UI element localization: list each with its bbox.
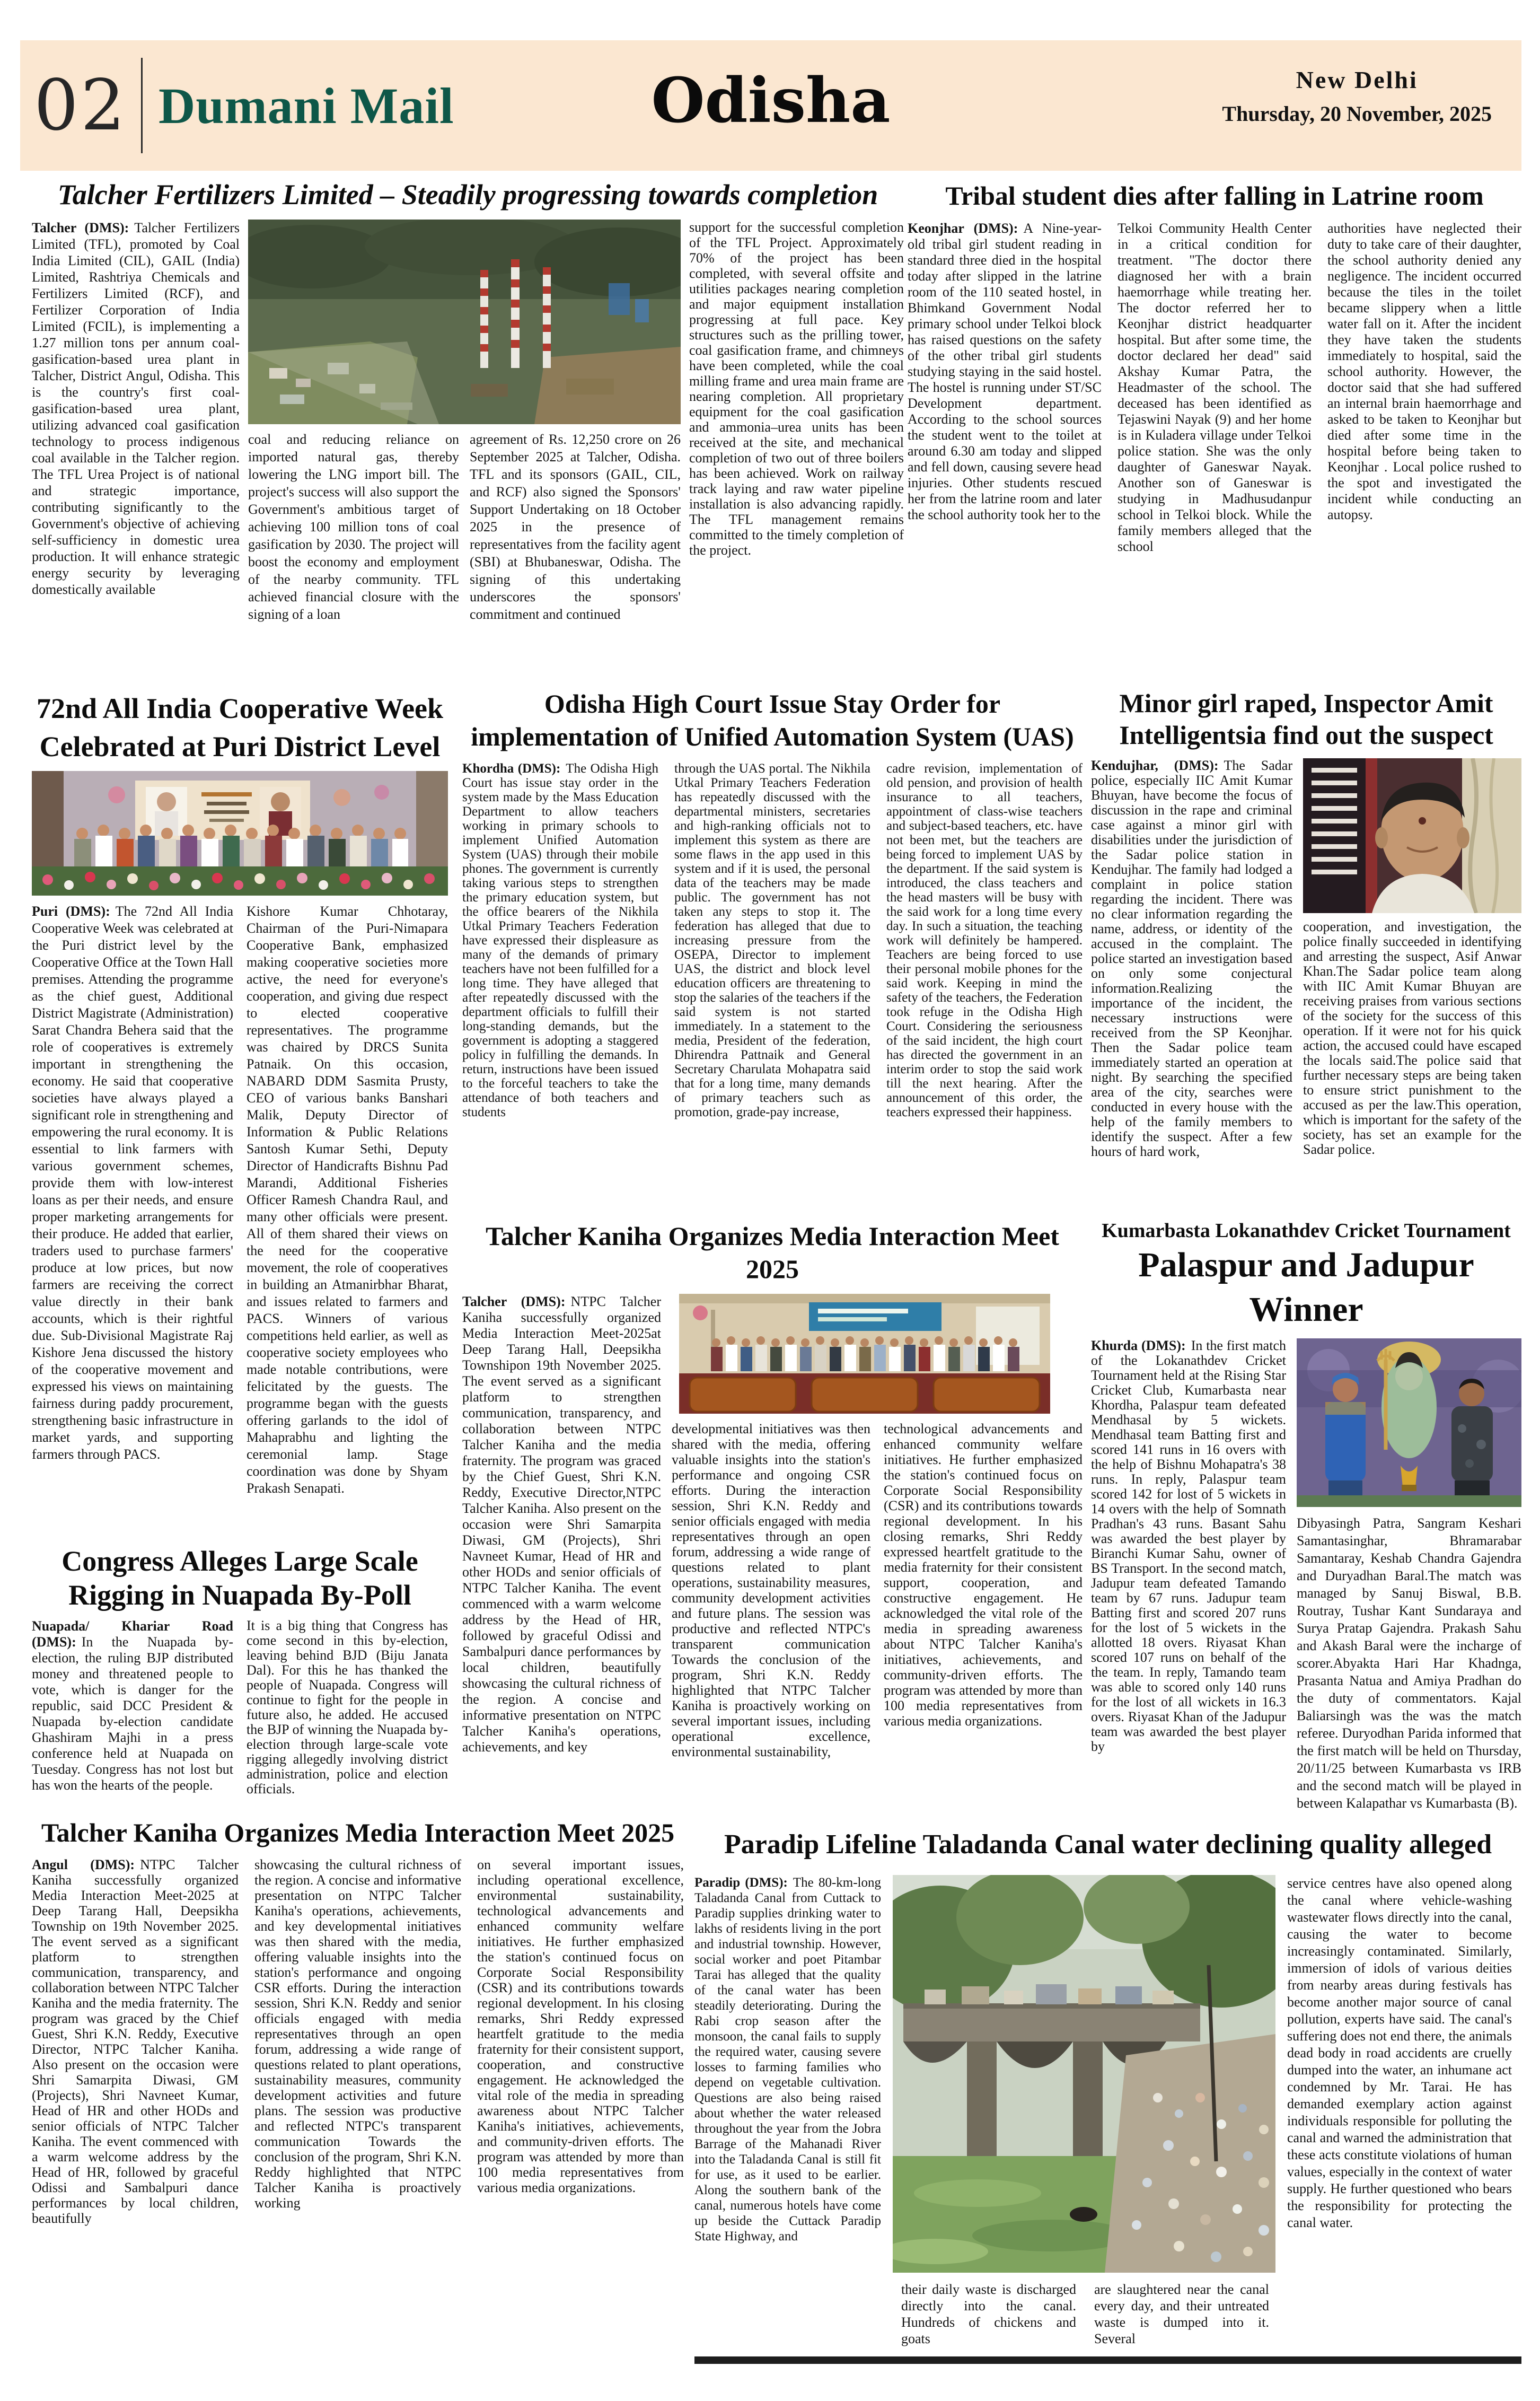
masthead-title: Dumani Mail [158,77,454,134]
coop-group-photo [32,771,448,896]
date-label: Thursday, 20 November, 2025 [1222,102,1492,126]
city-label: New Delhi [1296,66,1418,93]
mediameet2-dateline: Angul (DMS): [32,1857,135,1872]
article-cricket [1091,1219,1521,1875]
cricket-kicker: Kumarbasta Lokanathdev Cricket Tournament [1102,1220,1511,1242]
article-tfl [32,175,904,680]
highcourt-col2-text: through the UAS portal. The Nikhila Utkal Primary Teachers Federation has repeatedly discussed with the departmental ministers, secretaries and high-ranking officials not to implement this system as there are some flaws in the app used in this system and if it is used, the personal data of the teachers may be made public. The government has not taken any steps to stop it. The federation has alleged that due to increasing pressure from the OSEPA, Director to implement UAS, the district and block level education officers are threatening to stop the salaries of the teachers if the said system is not started immediately. In a statement to the media, President of the federation, Dhirendra Pattnaik and General Secretary Charulata Mohapatra said that for a long time, many demands of primary teachers such as promotion, grade-pay increase, [674,761,870,1119]
mediameet1-headline: Talcher Kaniha Organizes Media Interaction Meet 2025 [486,1221,1059,1284]
masthead-dateline [1222,66,1492,126]
tfl-col1-text: Talcher Fertilizers Limited (TFL), promoted by Coal India Limited (CIL), GAIL (India) Limited, Rashtriya Chemicals and Fertilizers Limited (RCF), and Fertilizer Corporation of India Limited (FCIL), is implementing a 1.27 million tons per annum coal-gasification-based urea plant in Talcher, District Angul, Odisha. This is the country's first coal-gasification-based urea plant, utilizing advanced coal gasification technology to process indigenous coal available in the Talcher region. The TFL Urea Project is of national and strategic importance, contributing significantly to the Government's objective of achieving self-sufficiency in domestic urea production. It will enhance strategic energy security by leveraging domestically available [32,220,240,597]
tfl-plant-photo [248,220,681,424]
coop-headline-line2: Celebrated at Puri District Level [39,731,441,763]
cricket-col1-text: In the first match of the Lokanathdev Cricket Tournament held at the Rising Star Cricket Club, Kumarbasta near Khordha, Palaspur team defeated Mendhasal by 5 wickets. Mendhasal team Batting first and scored 141 runs in 16 overs with the help of Bishnu Mohapatra's 38 runs. In reply, Palaspur team scored 142 for lost of 5 wickets in 14 overs with the help of Somnath Pradhan's 43 runs. Basant Sahu was awarded the best player by Biranchi Kumar Sahu, owner of BS Transport. In the second match, Jadupur team defeated Tamando team by 67 runs. Jadupur team Batting first and scored 207 runs for the lost of 5 wickets in the allotted 18 overs. Riyasat Khan scored 107 runs on behalf of the the team. In reply, Tamando team was able to scored only 140 runs for the lost of all wickets in 16.3 overs. Riyasat Khan of the Jadupur team was awarded the best player by [1091,1338,1286,1754]
page-number: 02 [34,65,127,146]
article-mediameet1 [462,1220,1083,1855]
mediameet1-dateline: Talcher (DMS): [462,1294,566,1309]
mediameet2-headline: Talcher Kaniha Organizes Media Interaction Meet 2025 [41,1818,675,1847]
congress-headline-line2: Rigging in Nuapada By-Poll [68,1579,411,1611]
paradip-col3-text: are slaughtered near the canal every day, and their untreated waste is dumped into it. Several [1094,2282,1269,2346]
congress-headline [32,1544,448,1612]
cricket-dateline: Khurda (DMS): [1091,1338,1186,1353]
tribal-col2-text: Telkoi Community Health Center in a critical condition for treatment. "The doctor there diagnosed her with a brain haemorrhage while treating her. The doctor referred her to Keonjhar district headquarter hospital. But after some time, the doctor declared her dead" said Akshay Kumar Patra, the Headmaster of the school. The deceased has been identified as Tejaswini Nayak (9) and her home is in Kuladera village under Telkoi police station. She was the only daughter of Ganeswar Nayak. Another son of Ganeswar is studying in Madhusudanpur school in Telkoi block. While the family members alleged that the school [1117,221,1312,554]
coop-col1-text: The 72nd All India Cooperative Week was celebrated at the Puri district level by the Cooperative Office at the Town Hall premises. Attending the programme as the chief guest, Additional District Magistrate (Administration) Sarat Chandra Behera said that the role of cooperatives is extremely important in strengthening the economy. He said that cooperative societies have always played a significant role in strengthening and empowering the rural economy. It is essential to link farmers with various government schemes, provide them with low-interest loans as per their needs, and ensure proper marketing arrangements for their produce. He added that earlier, traders used to purchase farmers' produce at low prices, but now farmers are receiving the correct value directly in their bank accounts, which is their rightful due. Sub-Divisional Magistrate Raj Kishore Jena discussed the history of the cooperative movement and expressed his views on maintaining fairness during paddy procurement, strengthening basic infrastructure in market yards, and supporting farmers through PACS. [32,904,233,1462]
tfl-col2-text: coal and reducing reliance on imported natural gas, thereby lowering the LNG import bill. The project's success will also support the Government's ambitious target of achieving 100 million tons of coal gasification by 2030. The project will boost the economy and employment of the nearby community. TFL achieved financial closure with the signing of a loan [248,432,459,622]
minorgirl-headline-line1: Minor girl raped, Inspector Amit [1119,688,1493,718]
congress-col2-text: It is a big thing that Congress has come second in this by-election, leaving behind BJD (Biju Janata Dal). For this he has thanked the people of Nuapada. Congress will continue to fight for the people in future also, he added. He accused the BJP of winning the Nuapada by-election through large-scale vote rigging allegedly involving district administration, police and election officials. [247,1618,448,1797]
minorgirl-headline-line2: Intelligentsia find out the suspect [1119,720,1493,750]
minorgirl-dateline: Kendujhar, (DMS): [1091,758,1219,773]
mediameet1-col2-text: developmental initiatives was then shared with the media, offering valuable insights into the station's performance and ongoing CSR efforts. During the interaction session, Shri K.N. Reddy and senior officials engaged with media representatives through an open forum, addressing a wide range of questions related to plant operations, sustainability measures, community development activities and future plans. The session was productive and reflected NTPC's transparent communication Towards the conclusion of the program, Shri K.N. Reddy highlighted that NTPC Talcher Kaniha is proactively working on several important issues, including operational excellence, environmental sustainability, [672,1421,870,1759]
date-board-icon [1312,768,1357,874]
article-tribal [908,178,1521,678]
cricket-col2-text: Dibyasingh Patra, Sangram Keshari Samantasinghar, Bhramarabar Samantaray, Keshab Chandra Gajendra and Duryadhan Baral.The match was managed by Sanuj Biswal, B.B. Routray, Tushar Kant Sundaraya and Surya Pratap Gajendra. Prakash Sahu and Akash Baral were the incharge of scorer.Abyakta Hari Har Khadnga, Prasanta Natua and Amiya Pradhan do the duty of commentators. Kajal Baliarsingh was the was the match referee. Duryodhan Parida informed that the first match will be held on Thursday, 20/11/25 between Kumarbasta vs IRB and the second match will be played in between Kalapathar vs Kumarbasta (B). [1297,1515,1521,1811]
highcourt-dateline: Khordha (DMS): [462,761,561,776]
article-mediameet2 [32,1816,684,2351]
congress-col1-text: In the Nuapada by-election, the ruling BJP distributed money and threatened people to vote, which is danger for the republic, said DCC President & Nuapada by-election candidate Ghashiram Majhi in a press conference held at Nuapada on Tuesday. Congress has not lost but has won the hearts of the people. [32,1634,233,1793]
paradip-col4-text: service centres have also opened along the canal where vehicle-washing wastewater flows directly into the canal, causing the water to become increasingly contaminated. Similarly, immersion of idols of various deities from nearby areas during festivals has become another major source of canal pollution, experts have said. The canal's suffering does not end there, the animals dead body in road accidents are cruelly dumped into the water, an inhumane act condemned by Mr. Tarai. He has demanded exemplary action against individuals responsible for polluting the canal and warned the administration that these acts constitute violations of human values, especially in the context of water supply. He further questioned who bears the responsibility for protecting the canal water. [1287,1876,1512,2230]
mediameet1-col3-text: technological advancements and enhanced community welfare initiatives. He further emphasized the station's continued focus on Corporate Social Responsibility (CSR) and its contributions towards regional development. In his closing remarks, Shri Reddy expressed heartfelt gratitude to the media fraternity for their consistent support, cooperation, and constructive engagement. He acknowledged the vital role of the media in spreading awareness about NTPC Talcher Kaniha's initiatives, achievements, and community-driven efforts. The program was attended by more than 100 media representatives from various media organizations. [884,1421,1083,1729]
highcourt-col3-text: cadre revision, implementation of old pension, and provision of health insurance to all teachers, appointment of class-wise teachers and subject-based teachers, etc. have not been met, but the teachers are being forced to implement UAS by the department. If the said system is introduced, the class teachers and the head masters will be busy with the said work for a long time every day. In such a situation, the teaching work will definitely be hampered. Teachers are being forced to use their personal mobile phones for the said work. Keeping in mind the safety of the teachers, the Federation took refuge in the Odisha High Court. Considering the seriousness of the said incident, the high court has directed the government in an interim order to stop the said work till the next hearing. After the announcement of this order, the teachers expressed their happiness. [886,761,1083,1119]
tribal-col3-text: authorities have neglected their duty to take care of their daughter, the school authority denied any negligence. The incident occurred because the tiles in the toilet became slippery when a little water fall on it. After the incident they have taken the students immediately to hospital, said the school authority. However, the doctor said that she had suffered an internal brain haemorrhage and asked to be taken to Keonjhar but died after some time in the hospital before being taken to Keonjhar . Local police rushed to the spot and investigated the incident while conducting an autopsy. [1327,221,1521,522]
congress-dateline: Nuapada/ Khariar Road (DMS): [32,1618,233,1650]
minorgirl-headline [1091,687,1521,751]
article-coop [32,689,448,1539]
congress-headline-line1: Congress Alleges Large Scale [61,1545,418,1577]
article-congress [32,1544,448,1816]
paradip-headline: Paradip Lifeline Taladanda Canal water declining quality alleged [724,1829,1492,1860]
coop-headline-line1: 72nd All India Cooperative Week [36,693,444,724]
tribal-headline: Tribal student dies after falling in Latrine room [945,181,1484,211]
mediameet2-col1-text: NTPC Talcher Kaniha successfully organized Media Interaction Meet-2025 at Deep Tarang Hall, Deepsikha Township on 19th November 2025. The event served as a significant platform to strengthen communication, transparency, and collaboration between NTPC Talcher Kaniha and the media fraternity. The program was graced by the Chief Guest, Shri K.N. Reddy, Executive Director, NTPC Talcher Kaniha. Also present on the occasion were Shri Samarpita Diwasi, GM (Projects), Shri Navneet Kumar, Head of HR and other HODs and senior officials of NTPC Talcher Kaniha. The event commenced with a warm welcome address by the Head of HR, followed by graceful Odissi and Sambalpuri dance performances by local children, beautifully [32,1857,239,2226]
coop-dateline: Puri (DMS): [32,904,110,919]
highcourt-headline-line1: Odisha High Court Issue Stay Order for [544,689,1001,718]
coop-col2-text: Kishore Kumar Chhotaray, Chairman of the Puri-Nimapara Cooperative Bank, emphasized making cooperative societies more active, the need for everyone's cooperation, and giving due respect to elected cooperative representatives. The programme was chaired by DRCS Sunita Patnaik. On this occasion, NABARD DDM Sasmita Prusty, CEO of various banks Banshari Malik, Deputy Director of Information & Public Relations Santosh Kumar Sethi, Deputy Director of Handicrafts Bishnu Pad Marandi, Additional Fisheries Officer Ramesh Chandra Raul, and many other officials were present. All of them shared their views on the need for the cooperative movement, the role of cooperatives in building an Atmanirbhar Bharat, and issues related to farmers and PACS. Winners of various competitions held earlier, as well as cooperative society employees who made notable contributions, were felicitated by the guests. The programme began with the guests offering garlands to the idol of Mahaprabhu and lighting the ceremonial lamp. Stage coordination was done by Shyam Prakash Senapati. [247,904,448,1496]
tfl-dateline: Talcher (DMS): [32,220,129,235]
tribal-col1-text: A Nine-year-old tribal girl student reading in standard three died in the hospital today after slipped in the latrine room of the 110 seated hostel, in Bhimkand Government Nodal primary school under Telkoi block has raised questions on the safety of the other tribal girl students studying staying in the said hostel. The hostel is running under ST/SC Development department. According to the school sources the student went to the toilet at around 6.30 am today and slipped and fell down, causing severe head injuries. Other students rescued her from the latrine room and later the school authority took her to the [908,221,1102,522]
masthead [20,40,1521,171]
cricket-trophy-photo [1297,1338,1521,1507]
tfl-col3-text: agreement of Rs. 12,250 crore on 26 September 2025 at Talcher, Odisha. TFL and its sponsors (GAIL, CIL, and RCF) also signed the Sponsors' Support Undertaking on 18 October 2025 in the presence of representatives from the facility agent (SBI) at Bhubaneswar, Odisha. The signing of this undertaking underscores the sponsors' commitment and continued [470,432,681,622]
cricket-headline: Palaspur and Jadupur Winner [1138,1246,1474,1329]
paradip-col2-text: their daily waste is discharged directly into the canal. Hundreds of chickens and goats [901,2282,1076,2346]
paradip-col1-text: The 80-km-long Taladanda Canal from Cuttack to Paradip supplies drinking water to lakhs of residents living in the port and industrial township. However, social worker and poet Pitambar Tarai has alleged that the quality of the canal water has been steadily deteriorating. During the Rabi crop season after the monsoon, the canal fails to supply the required water, causing severe losses to farming families who depend on vegetable cultivation. Questions are also being raised about whether the water released throughout the year from the Jobra Barrage of the Mahanadi River into the Taladanda Canal is still fit for use, as it used to be earlier. Along the southern bank of the canal, numerous hotels have come up beside the Cuttack Paradip State Highway, and [694,1876,881,2244]
minorgirl-col2-text: cooperation, and investigation, the police finally succeeded in identifying and arresting the suspect, Asif Anwar Khan.The Sadar police team along with IIC Amit Kumar Bhuyan are receiving praises from various sections of the society for the success of this operation. If it were not for his quick action, the accused could have escaped the locals said.The police said that further necessary steps are being taken to ensure strict punishment to the accused as per the law.This operation, which is important for the safety of the society, has set an example for the Sadar police. [1303,919,1521,1157]
highcourt-headline [462,687,1083,753]
suspect-portrait-photo [1303,758,1521,913]
paradip-dateline: Paradip (DMS): [694,1876,788,1890]
tribal-dateline: Keonjhar (DMS): [908,221,1018,236]
highcourt-headline-line2: implementation of Unified Automation System (UAS) [471,722,1074,751]
tfl-headline: Talcher Fertilizers Limited – Steadily progressing towards completion [57,179,878,211]
coop-headline [32,689,448,766]
highcourt-col1-text: The Odisha High Court has issue stay order in the system made by the Mass Education Department to allow teachers working in primary schools to implement Unified Automation System (UAS) through their mobile phones. The government is currently taking various steps to strengthen the primary education system, but the office bearers of the Nikhila Utkal Primary Teachers Federation have expressed their displeasure as many of the demands of primary teachers have not been fulfilled for a long time. They have alleged that after repeatedly discussed with the department officials to fulfill their long-standing demands, but the government is adopting a staggered policy in fulfilling the demands. In return, instructions have been issued to the forceful teachers to take the attendance of both teachers and students [462,761,658,1119]
tfl-col4-text: support for the successful completion of the TFL Project. Approximately 70% of the project has been completed, with several offsite and utilities packages nearing completion and major equipment installation progressing at full pace. Key structures such as the prilling tower, coal gasification frame, and chimneys have been completed, while the coal milling frame and urea main frame are nearing completion. All proprietary equipment for the coal gasification and ammonia–urea units has been received at the site, and mechanical completion of two out of three boilers has been achieved. Work on railway track laying and raw water pipeline installation is also advancing rapidly. The TFL management remains committed to the timely completion of the project. [689,220,904,558]
minorgirl-col1-text: The Sadar police, especially IIC Amit Kumar Bhuyan, have become the focus of discussion in the rape and criminal case against a minor girl with disabilities under the jurisdiction of the Sadar police station in Kendujhar. The family had lodged a complaint in police station regarding the incident. There was no clear information regarding the name, address, or identity of the accused in the complaint. The police started an investigation based on only some conjectural information.Realizing the importance of the incident, the necessary instructions were received from the SP Keonjhar. Then the Sadar police team immediately started an operation at night. By searching the specified area of the city, searches were conducted in every house with the help of the family members to identify the suspect. After a few hours of hard work, [1091,758,1292,1159]
mediameet-group-photo [679,1294,1050,1414]
canal-photo [893,1875,1275,2273]
mediameet2-col3-text: on several important issues, including operational excellence, environmental sustainability, technological advancements and enhanced community welfare initiatives. He further emphasized the station's continued focus on Corporate Social Responsibility (CSR) and its contributions towards regional development. In his closing remarks, Shri Reddy expressed heartfelt gratitude to the media fraternity for their consistent support, cooperation, and constructive engagement. He acknowledged the vital role of the media in spreading awareness about NTPC Talcher Kaniha's initiatives, achievements, and community-driven efforts. The program was attended by more than 100 media representatives from various media organizations. [477,1857,684,2195]
bottom-rule [694,2356,1521,2364]
edition-title: Odisha [651,65,891,137]
mediameet1-col1-text: NTPC Talcher Kaniha successfully organized Media Interaction Meet-2025at Deep Tarang Hall, Deepsikha Townshipon 19th November 2025. The event served as a significant platform to strengthen communication, transparency, and collaboration between NTPC Talcher Kaniha and the media fraternity. The program was graced by the Chief Guest, Shri K.N. Reddy, Executive Director,NTPC Talcher Kaniha. Also present on the occasion were Shri Samarpita Diwasi, GM (Projects), Shri Navneet Kumar, Head of HR and other HODs and senior officials of NTPC Talcher Kaniha. The event commenced with a warm welcome address by the Head of HR, followed by graceful Odissi and Sambalpuri dance performances by local children, beautifully showcasing the cultural richness of the region. A concise and informative presentation on NTPC Talcher Kaniha's operations, achievements, and key [462,1294,661,1755]
sofas-icon [690,1378,1040,1412]
article-paradip [694,1827,1521,2352]
article-minorgirl [1091,687,1521,1212]
article-highcourt [462,687,1083,1205]
mediameet2-col2-text: showcasing the cultural richness of the region. A concise and informative presentation on NTPC Talcher Kaniha's operations, achievements, and key developmental initiatives was then shared with the media, offering valuable insights into the station's performance and ongoing CSR efforts. During the interaction session, Shri K.N. Reddy and senior officials engaged with media representatives through an open forum, addressing a wide range of questions related to plant operations, sustainability measures, community development activities and future plans. The session was productive and reflected NTPC's transparent communication Towards the conclusion of the program, Shri K.N. Reddy highlighted that NTPC Talcher Kaniha is proactively working [254,1857,461,2211]
